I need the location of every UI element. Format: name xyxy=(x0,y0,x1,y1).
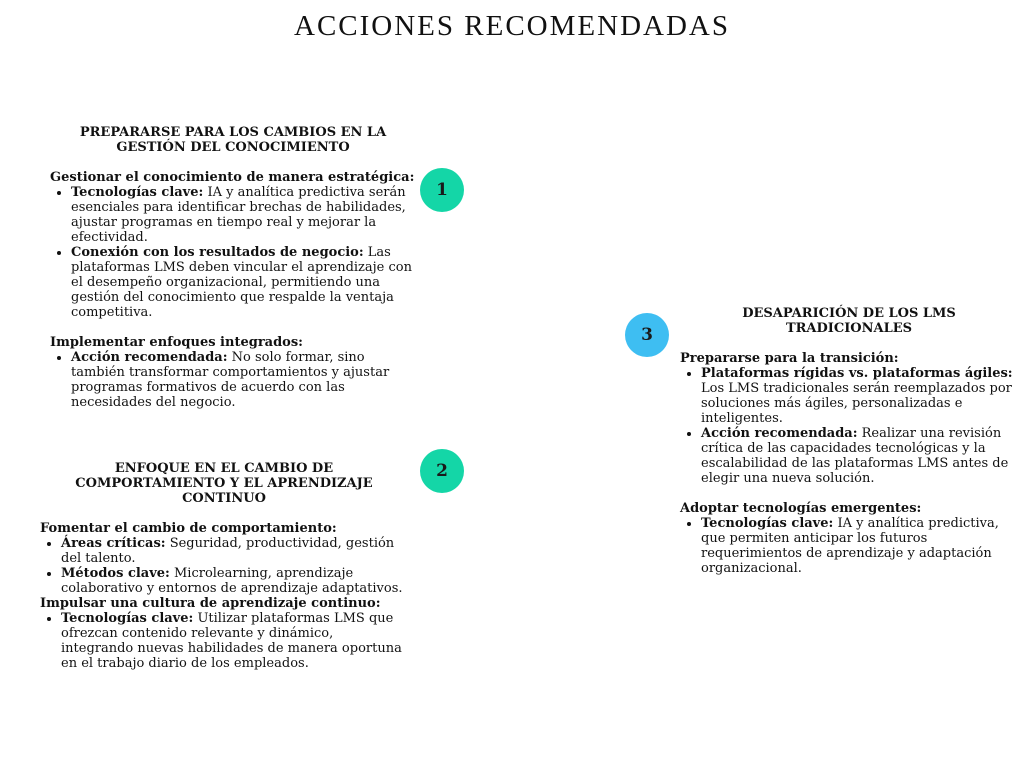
item-text: Microlearning, aprendizaje colaborativo y entornos de aprendizaje adaptativos. xyxy=(61,566,403,596)
spacer xyxy=(680,486,1018,501)
group-heading: Impulsar una cultura de aprendizaje continuo: xyxy=(40,596,381,611)
step-number-badge-1 xyxy=(420,168,464,212)
list-item xyxy=(701,516,1018,576)
bullet-list xyxy=(50,185,416,320)
group-heading: Adoptar tecnologías emergentes: xyxy=(680,501,922,516)
badge-number: 2 xyxy=(436,461,448,481)
list-item xyxy=(71,350,416,410)
step-number-badge-3 xyxy=(625,313,669,357)
page-title: ACCIONES RECOMENDADAS xyxy=(294,10,730,42)
list-item xyxy=(61,566,408,596)
item-text: Realizar una revisión crítica de las capacidades tecnológicas y la escalabilidad de las plataformas LMS antes de elegir una nueva solución. xyxy=(701,426,1009,486)
item-label: Tecnologías clave: xyxy=(701,516,834,531)
item-text: Utilizar plataformas LMS que ofrezcan contenido relevante y dinámico, integrando nuevas habilidades de manera oportuna en el trabajo diario de los empleados. xyxy=(61,611,402,671)
step-number-badge-2 xyxy=(420,449,464,493)
group-heading: Fomentar el cambio de comportamiento: xyxy=(40,521,337,536)
list-item xyxy=(701,366,1018,426)
item-label: Acción recomendada: xyxy=(71,350,228,365)
list-item xyxy=(61,536,408,566)
group-heading: Gestionar el conocimiento de manera estratégica: xyxy=(50,170,415,185)
item-label: Conexión con los resultados de negocio: xyxy=(71,245,364,260)
bullet-list xyxy=(50,350,416,410)
item-text: Seguridad, productividad, gestión del talento. xyxy=(61,536,395,566)
item-label: Tecnologías clave: xyxy=(71,185,204,200)
bullet-list xyxy=(40,611,408,671)
list-item xyxy=(61,611,408,671)
bullet-list xyxy=(680,516,1018,576)
item-text: IA y analítica predictiva serán esenciales para identificar brechas de habilidades, ajustar programas en tiempo real y mejorar la efectividad. xyxy=(71,185,406,245)
list-item xyxy=(71,185,416,245)
badge-number: 1 xyxy=(436,180,448,200)
list-item xyxy=(71,245,416,320)
group-heading: Prepararse para la transición: xyxy=(680,351,899,366)
item-text: No solo formar, sino también transformar comportamientos y ajustar programas formativos de acuerdo con las necesidades del negocio. xyxy=(71,350,390,410)
section-title: ENFOQUE EN EL CAMBIO DE COMPORTAMIENTO Y EL APRENDIZAJE CONTINUO xyxy=(75,461,373,506)
item-text: IA y analítica predictiva, que permiten anticipar los futuros requerimientos de aprendizaje y adaptación organizacional. xyxy=(701,516,999,576)
list-item xyxy=(701,426,1018,486)
item-label: Métodos clave: xyxy=(61,566,170,581)
section-title: PREPARARSE PARA LOS CAMBIOS EN LA GESTIÓN DEL CONOCIMIENTO xyxy=(79,125,387,155)
bullet-list xyxy=(40,536,408,596)
section-2 xyxy=(40,461,408,671)
section-title: DESAPARICIÓN DE LOS LMS TRADICIONALES xyxy=(742,306,956,336)
group-heading: Implementar enfoques integrados: xyxy=(50,335,303,350)
item-label: Plataformas rígidas vs. plataformas ágiles: xyxy=(701,366,1013,381)
bullet-list xyxy=(680,366,1018,486)
item-label: Tecnologías clave: xyxy=(61,611,194,626)
section-1 xyxy=(50,125,416,410)
item-text: Las plataformas LMS deben vincular el aprendizaje con el desempeño organizacional, permitiendo una gestión del conocimiento que respalde la ventaja competitiva. xyxy=(71,245,412,320)
item-text: Los LMS tradicionales serán reemplazados por soluciones más ágiles, personalizadas e inteligentes. xyxy=(701,381,1012,426)
item-label: Áreas críticas: xyxy=(61,536,166,551)
spacer xyxy=(50,320,416,335)
item-label: Acción recomendada: xyxy=(701,426,858,441)
badge-number: 3 xyxy=(641,325,653,345)
section-3 xyxy=(680,306,1018,576)
